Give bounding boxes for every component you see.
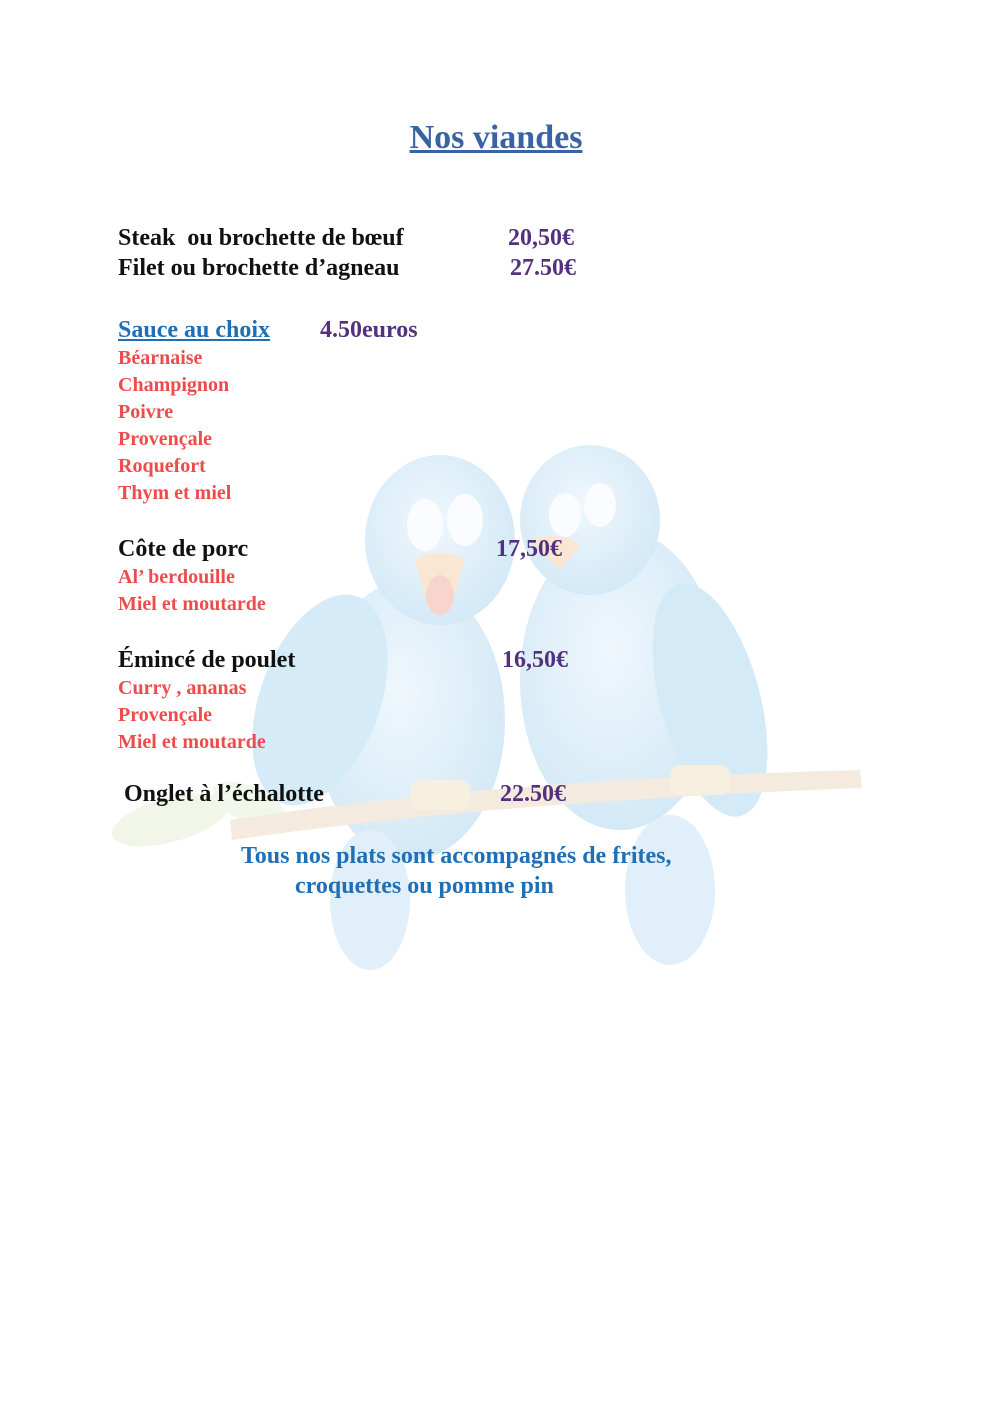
footer-note-line2: croquettes ou pomme pin <box>295 873 554 899</box>
dish-agneau-name: Filet ou brochette d’agneau <box>118 255 400 281</box>
dish-poulet-name: Émincé de poulet <box>118 647 296 673</box>
sauce-option: Champignon <box>118 374 230 396</box>
sauce-option: Béarnaise <box>118 347 203 369</box>
sauce-option: Provençale <box>118 428 213 450</box>
poulet-option: Curry , ananas <box>118 677 247 699</box>
porc-option: Al’ berdouille <box>118 566 235 588</box>
sauce-option: Roquefort <box>118 455 206 477</box>
poulet-option: Provençale <box>118 704 213 726</box>
dish-porc-name: Côte de porc <box>118 536 249 562</box>
dish-porc-price: 17,50€ <box>496 536 562 562</box>
dish-onglet-price: 22.50€ <box>500 781 566 807</box>
dish-poulet-price: 16,50€ <box>502 647 568 673</box>
sauce-price: 4.50euros <box>320 317 418 343</box>
dish-steak-price: 20,50€ <box>508 225 574 251</box>
footer-note-line1: Tous nos plats sont accompagnés de frites, <box>241 843 672 869</box>
page-title: Nos viandes <box>409 119 583 156</box>
dish-onglet-name: Onglet à l’échalotte <box>124 781 324 807</box>
porc-option: Miel et moutarde <box>118 593 266 615</box>
dish-agneau-price: 27.50€ <box>510 255 576 281</box>
dish-steak-name: Steak ou brochette de bœuf <box>118 225 404 251</box>
poulet-option: Miel et moutarde <box>118 731 266 753</box>
sauce-option: Thym et miel <box>118 482 232 504</box>
sauce-heading: Sauce au choix <box>118 317 271 343</box>
sauce-option: Poivre <box>118 401 174 423</box>
